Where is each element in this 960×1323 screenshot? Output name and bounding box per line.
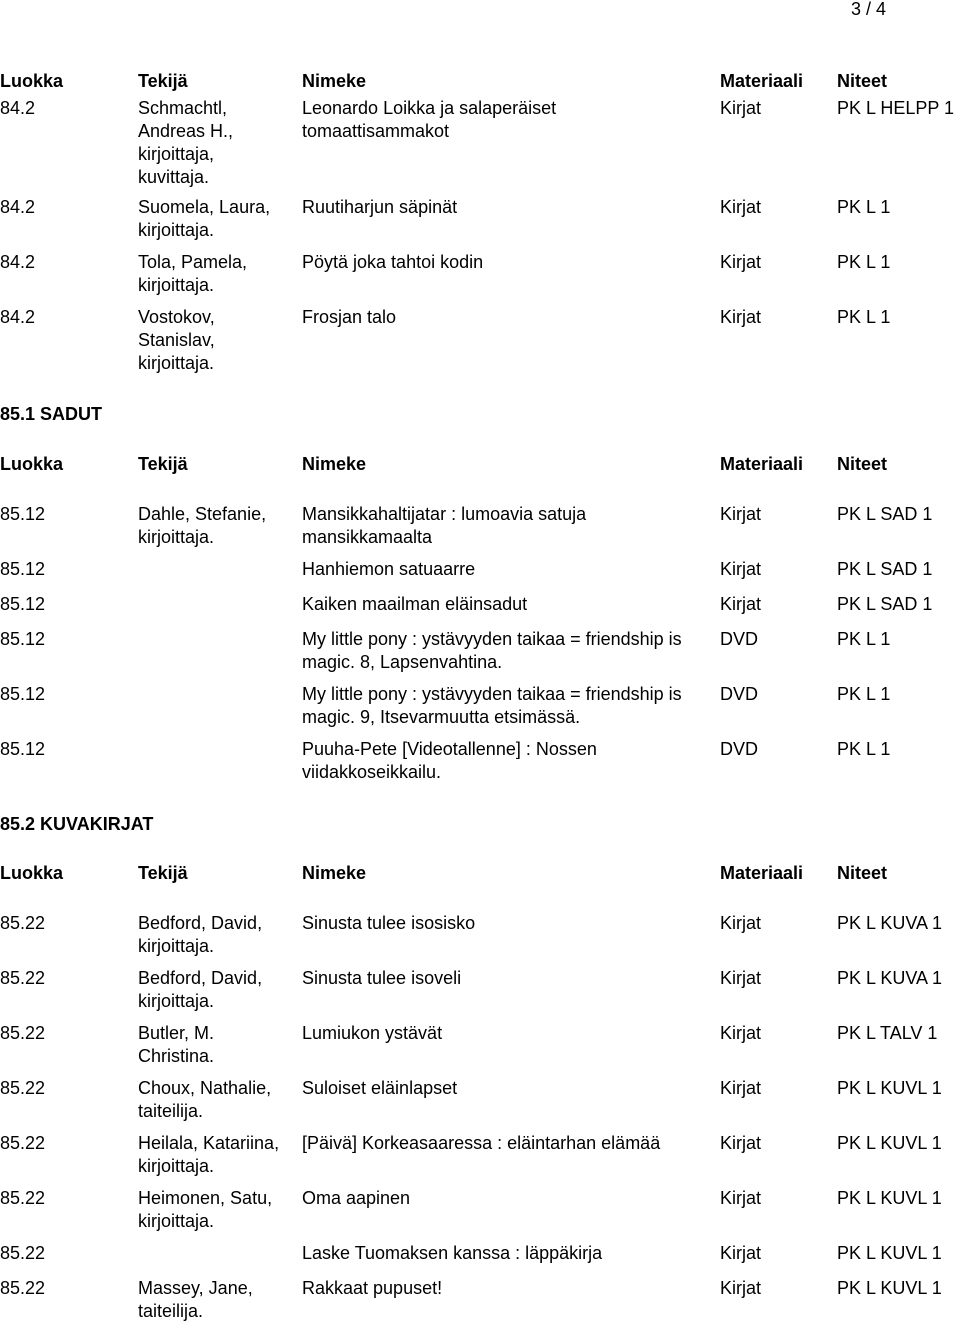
cell-materiaali: Kirjat [720,1243,762,1263]
cell-niteet: PK L KUVL 1 [837,1278,942,1298]
cell-niteet: PK L 1 [837,684,891,704]
cell-tekija: Choux, Nathalie, taiteilija. [138,1078,272,1121]
cell-nimeke: Puuha-Pete [Videotallenne] : Nossen viidakkoseikkailu. [302,739,597,782]
header-niteet: Niteet [837,71,888,91]
header-nimeke: Nimeke [302,454,367,474]
cell-luokka: 85.22 [0,1278,46,1298]
cell-luokka: 85.12 [0,559,46,579]
cell-nimeke: Ruutiharjun säpinät [302,197,458,217]
page-number: 3 / 4 [850,0,886,19]
cell-tekija: Schmachtl, Andreas H., kirjoittaja, kuvittaja. [138,98,234,187]
cell-luokka: 85.12 [0,739,46,759]
cell-tekija: Heilala, Katariina, kirjoittaja. [138,1133,280,1176]
cell-materiaali: Kirjat [720,913,762,933]
cell-niteet: PK L KUVL 1 [837,1188,942,1208]
cell-luokka: 85.22 [0,1243,46,1263]
cell-luokka: 85.12 [0,629,46,649]
section-title: 85.2 KUVAKIRJAT [0,814,154,834]
header-tekija: Tekijä [138,454,188,474]
cell-niteet: PK L 1 [837,252,891,272]
header-tekija: Tekijä [138,71,188,91]
cell-luokka: 85.12 [0,684,46,704]
cell-niteet: PK L KUVL 1 [837,1133,942,1153]
cell-luokka: 84.2 [0,307,36,327]
cell-materiaali: Kirjat [720,1023,762,1043]
cell-nimeke: Laske Tuomaksen kanssa : läppäkirja [302,1243,603,1263]
cell-tekija: Heimonen, Satu, kirjoittaja. [138,1188,273,1231]
cell-nimeke: My little pony : ystävyyden taikaa = friendship is magic. 9, Itsevarmuutta etsimässä. [302,684,682,727]
cell-nimeke: Mansikkahaltijatar : lumoavia satuja mansikkamaalta [302,504,587,547]
cell-luokka: 84.2 [0,98,36,118]
cell-materiaali: Kirjat [720,197,762,217]
cell-niteet: PK L TALV 1 [837,1023,938,1043]
cell-materiaali: Kirjat [720,252,762,272]
cell-niteet: PK L KUVL 1 [837,1078,942,1098]
cell-niteet: PK L 1 [837,629,891,649]
cell-nimeke: [Päivä] Korkeasaaressa : eläintarhan elämää [302,1133,661,1153]
cell-luokka: 85.22 [0,968,46,988]
header-nimeke: Nimeke [302,71,367,91]
header-tekija: Tekijä [138,863,188,883]
cell-materiaali: Kirjat [720,594,762,614]
cell-nimeke: Leonardo Loikka ja salaperäiset tomaattisammakot [302,98,557,141]
cell-materiaali: Kirjat [720,1078,762,1098]
cell-materiaali: Kirjat [720,1278,762,1298]
cell-niteet: PK L KUVA 1 [837,968,943,988]
header-luokka: Luokka [0,863,64,883]
header-materiaali: Materiaali [720,71,804,91]
cell-luokka: 85.22 [0,1023,46,1043]
cell-materiaali: Kirjat [720,307,762,327]
header-niteet: Niteet [837,454,888,474]
header-materiaali: Materiaali [720,454,804,474]
cell-nimeke: Suloiset eläinlapset [302,1078,458,1098]
cell-niteet: PK L KUVL 1 [837,1243,942,1263]
cell-materiaali: Kirjat [720,968,762,988]
cell-niteet: PK L SAD 1 [837,559,933,579]
cell-niteet: PK L SAD 1 [837,504,933,524]
cell-materiaali: DVD [720,629,759,649]
cell-niteet: PK L 1 [837,739,891,759]
cell-materiaali: Kirjat [720,559,762,579]
cell-tekija: Dahle, Stefanie, kirjoittaja. [138,504,267,547]
cell-materiaali: Kirjat [720,98,762,118]
cell-luokka: 85.12 [0,594,46,614]
cell-luokka: 85.12 [0,504,46,524]
cell-materiaali: Kirjat [720,504,762,524]
cell-nimeke: Sinusta tulee isosisko [302,913,476,933]
cell-nimeke: Hanhiemon satuaarre [302,559,476,579]
cell-tekija: Butler, M. Christina. [138,1023,215,1066]
header-nimeke: Nimeke [302,863,367,883]
cell-nimeke: Sinusta tulee isoveli [302,968,462,988]
cell-niteet: PK L HELPP 1 [837,98,955,118]
cell-nimeke: Rakkaat pupuset! [302,1278,443,1298]
cell-tekija: Tola, Pamela, kirjoittaja. [138,252,248,295]
cell-luokka: 84.2 [0,197,36,217]
cell-materiaali: Kirjat [720,1188,762,1208]
cell-luokka: 84.2 [0,252,36,272]
cell-niteet: PK L SAD 1 [837,594,933,614]
cell-niteet: PK L KUVA 1 [837,913,943,933]
cell-luokka: 85.22 [0,1133,46,1153]
cell-tekija: Bedford, David, kirjoittaja. [138,968,263,1011]
cell-nimeke: Pöytä joka tahtoi kodin [302,252,484,272]
cell-tekija: Suomela, Laura, kirjoittaja. [138,197,271,240]
cell-niteet: PK L 1 [837,197,891,217]
cell-nimeke: Lumiukon ystävät [302,1023,443,1043]
cell-tekija: Massey, Jane, taiteilija. [138,1278,253,1321]
cell-luokka: 85.22 [0,1188,46,1208]
cell-nimeke: My little pony : ystävyyden taikaa = friendship is magic. 8, Lapsenvahtina. [302,629,682,672]
header-niteet: Niteet [837,863,888,883]
cell-tekija: Bedford, David, kirjoittaja. [138,913,263,956]
header-luokka: Luokka [0,454,64,474]
header-materiaali: Materiaali [720,863,804,883]
cell-nimeke: Oma aapinen [302,1188,411,1208]
cell-materiaali: DVD [720,684,759,704]
cell-luokka: 85.22 [0,913,46,933]
cell-nimeke: Kaiken maailman eläinsadut [302,594,528,614]
section-title: 85.1 SADUT [0,404,103,424]
cell-niteet: PK L 1 [837,307,891,327]
cell-luokka: 85.22 [0,1078,46,1098]
cell-tekija: Vostokov, Stanislav, kirjoittaja. [138,307,215,373]
cell-nimeke: Frosjan talo [302,307,397,327]
cell-materiaali: DVD [720,739,759,759]
header-luokka: Luokka [0,71,64,91]
cell-materiaali: Kirjat [720,1133,762,1153]
